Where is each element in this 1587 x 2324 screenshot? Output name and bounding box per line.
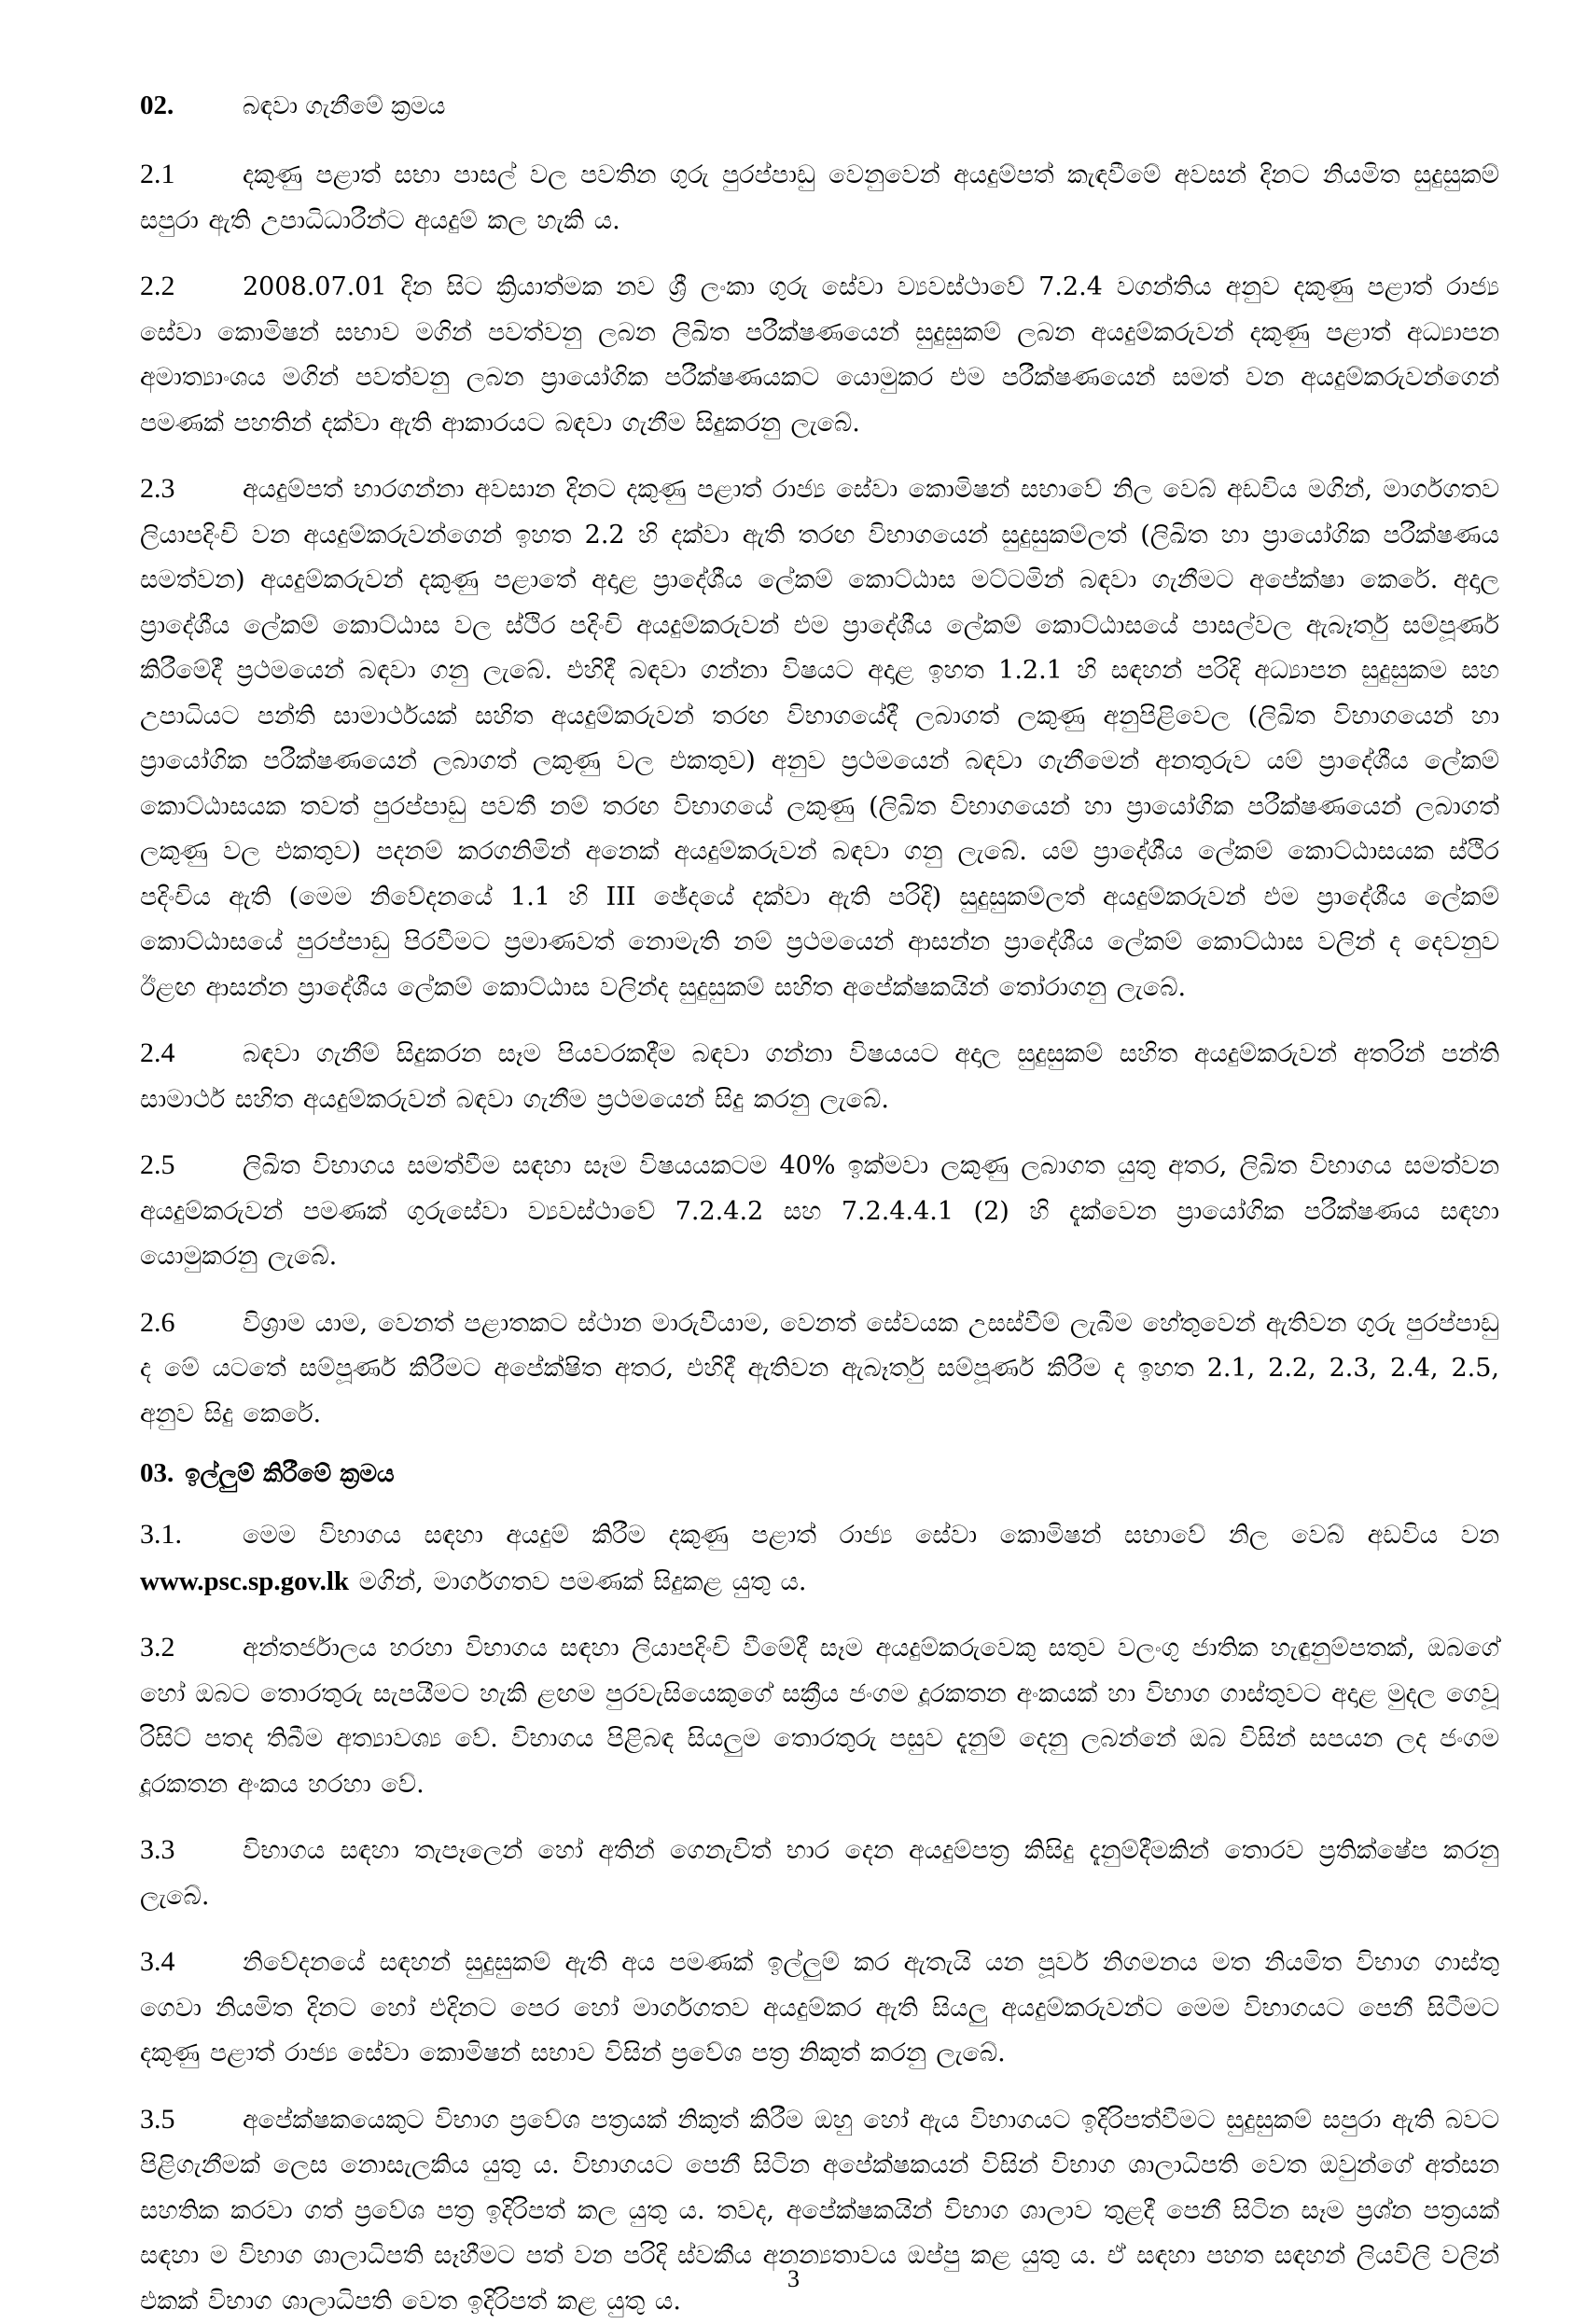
paragraph-text: විශ්‍රාම යාම, වෙනත් පළාතකට ස්ථාන මාරුවීයාම, වෙනත් සේවයක උසස්වීම් ලැබීම හේතුවෙන් ඇතිවන ගුරු පුරප්පාඩු ද මේ යටතේ සම්පූර්ණ කිරීමට අපේක්ෂිත අතර, එහිදී ඇතිවන ඇබෑර්තු සම්පූර්ණ කිරීම ද ඉහත 2.1, 2.2, 2.3, 2.4, 2.5, අනුව සිදු කෙරේ. — [140, 1309, 1499, 1428]
paragraph-text: මෙම විභාගය සඳහා අයදුම් කිරීම දකුණු පළාත් රාජ්‍ය සේවා කොමිෂන් සභාවේ නිල වෙබ් අඩවිය වන — [243, 1521, 1499, 1550]
paragraph-text: දකුණු පළාත් සභා පාසල් වල පවතින ගුරු පුරප්පාඩු වෙනුවෙන් අයදුම්පත් කැඳවීමේ අවසන් දිනට නියමිත සුදුසුකම් සපුරා ඇති උපාධිධාරීන්ට අයදුම් කල හැකි ය. — [140, 160, 1499, 235]
paragraph-3-4 — [140, 1940, 1499, 2077]
section-3-number: 03. — [140, 1457, 174, 1489]
paragraph-text: බඳවා ගැනීම් සිදුකරන සෑම පියවරකදීම බඳවා ගන්නා විෂයයට අදාල සුදුසුකම් සහිත අයදුම්කරුවන් අතරින් පන්ති සාමාර්ථ සහිත අයදුම්කරුවන් බඳවා ගැනීම ප්‍රථමයෙන් සිදු කරනු ලැබේ. — [140, 1039, 1499, 1114]
paragraph-number: 3.5 — [140, 2097, 243, 2143]
paragraph-text: විභාගය සඳහා තැපෑලෙන් හෝ අතින් ගෙනැවිත් භාර දෙන අයදුම්පත්‍ර කිසිදු දැනුම්දීමකින් තොරව ප්‍රතික්ෂේප කරනු ලැබේ. — [140, 1836, 1499, 1911]
paragraph-text: අන්තර්ජාලය හරහා විභාගය සඳහා ලියාපදිංචි වීමේදී සෑම අයදුම්කරුවෙකු සතුව වලංගු ජාතික හැඳුනුම්පතක්, ඔබගේ හෝ ඔබට තොරතුරු සැපයීමට හැකි ළඟම පුරවැසියෙකුගේ සක්‍රීය ජංගම දූරකතන අංකයක් හා විභාග ගාස්තුවට අදාළ මුදල ගෙවූ රිසිට් පතද තිබීම අත්‍යාවශ්‍ය වේ. විභාගය පිළිබඳ සියලුම තොරතුරු පසුව දැනුම් දෙනු ලබන්නේ ඔබ විසින් සපයන ලද ජංගම දූරකතන අංකය හරහා වේ. — [140, 1634, 1499, 1799]
paragraph-number: 2.6 — [140, 1301, 243, 1346]
paragraph-number: 2.1 — [140, 152, 243, 198]
paragraph-3-3 — [140, 1828, 1499, 1919]
paragraph-text: ලිඛිත විභාගය සමත්වීම සඳහා සෑම විෂයයකටම 40% ඉක්මවා ලකුණු ලබාගත යුතු අතර, ලිඛිත විභාගය සමත්වන අයදුම්කරුවන් පමණක් ගුරුසේවා ව්‍යවස්ථාවේ 7.2.4.2 සහ 7.2.4.4.1 (2) හි දැක්වෙන ප්‍රායෝගික පරීක්ෂණය සඳහා යොමුකරනු ලැබේ. — [140, 1151, 1499, 1271]
psc-website-link[interactable]: www.psc.sp.gov.lk — [140, 1566, 349, 1596]
paragraph-2-4 — [140, 1031, 1499, 1122]
paragraph-number: 3.2 — [140, 1625, 243, 1671]
paragraph-text: 2008.07.01 දින සිට ක්‍රියාත්මක නව ශ්‍රී ලංකා ගුරු සේවා ව්‍යවස්ථාවේ 7.2.4 වගන්තිය අනුව දකුණු පළාත් රාජ්‍ය සේවා කොමිෂන් සභාව මගින් පවත්වනු ලබන ලිඛිත පරීක්ෂණයෙන් සුදුසුකම් ලබන අයදුම්කරුවන් දකුණු පළාත් අධ්‍යාපන අමාත්‍යාංශය මගින් පවත්වනු ලබන ප්‍රායෝගික පරීක්ෂණයකට යොමුකර එම පරීක්ෂණයෙන් සමත් වන අයදුම්කරුවන්ගෙන් පමණක් පහතින් දක්වා ඇති ආකාරයට බඳවා ගැනීම සිදුකරනු ලැබේ. — [140, 272, 1499, 438]
paragraph-text: අයදුම්පත් භාරගන්නා අවසාන දිනට දකුණු පළාත් රාජ්‍ය සේවා කොමිෂන් සභාවේ නිල වෙබ් අඩවිය මගින්, මාර්ගගතව ලියාපදිංචි වන අයදුම්කරුවන්ගෙන් ඉහත 2.2 හි දක්වා ඇති තරඟ විභාගයෙන් සුදුසුකම්ලත් (ලිඛිත හා ප්‍රායෝගික පරීක්ෂණය සමත්වන) අයදුම්කරුවන් දකුණු පළාතේ අදාළ ප්‍රාදේශීය ලේකම් කොට්ඨාස මට්ටමින් බඳවා ගැනීමට අපේක්ෂා කෙරේ. අදාල ප්‍රාදේශීය ලේකම් කොට්ඨාස වල ස්ථිර පදිංචි අයදුම්කරුවන් එම ප්‍රාදේශීය ලේකම් කොට්ඨාසයේ පාසල්වල ඇබෑර්තු සම්පූර්ණ කිරීමේදී ප්‍රථමයෙන් බඳවා ගනු ලැබේ. එහිදී බඳවා ගන්නා විෂයට අදාළ ඉහත 1.2.1 හි සඳහන් පරිදි අධ්‍යාපන සුදුසුකම සහ උපාධියට පන්ති සාමාර්ථයක් සහිත අයදුම්කරුවන් තරඟ විභාගයේදී ලබාගත් ලකුණු අනුපිළිවෙල (ලිඛිත විභාගයෙන් හා ප්‍රායෝගික පරීක්ෂණයෙන් ලබාගත් ලකුණු වල එකතුව) අනුව ප්‍රථමයෙන් බඳවා ගැනීමෙන් අනතුරුව යම් ප්‍රාදේශීය ලේකම් කොට්ඨාසයක තවත් පුරප්පාඩු පවතී නම් තරඟ විභාගයේ ලකුණු (ලිඛිත විභාගයෙන් හා ප්‍රායෝගික පරීක්ෂණයෙන් ලබාගත් ලකුණු වල එකතුව) පදනම් කරගනිමින් අනෙක් අයදුම්කරුවන් බඳවා ගනු ලැබේ. යම් ප්‍රාදේශීය ලේකම් කොට්ඨාසයක ස්ථිර පදිංචිය ඇති (මෙම නිවේදනයේ 1.1 හි III ඡේදයේ දක්වා ඇති පරිදි) සුදුසුකම්ලත් අයදුම්කරුවන් එම ප්‍රාදේශීය ලේකම් කොට්ඨාසයේ පුරප්පාඩු පිරවීමට ප්‍රමාණවත් නොමැති නම් ප්‍රථමයෙන් ආසන්න ප්‍රාදේශීය ලේකම් කොට්ඨාස වලින් ද දෙවනුව ඊළඟ ආසන්න ප්‍රාදේශීය ලේකම් කොට්ඨාස වලින්ද සුදුසුකම් සහිත අපේක්ෂකයින් තෝරාගනු ලැබේ. — [140, 475, 1499, 1002]
paragraph-2-1 — [140, 152, 1499, 244]
paragraph-text: නිවේදනයේ සඳහන් සුදුසුකම් ඇති අය පමණක් ඉල්ලුම් කර ඇතැයි යන පූර්ව නිගමනය මත නියමිත විභාග ගාස්තු ගෙවා නියමිත දිනට හෝ එදිනට පෙර හෝ මාර්ගගතව අයදුම්කර ඇති සියලු අයදුම්කරුවන්ට මෙම විභාගයට පෙනී සිටීමට දකුණු පළාත් රාජ්‍ය සේවා කොමිෂන් සභාව විසින් ප්‍රවේශ පත්‍ර නිකුත් කරනු ලැබේ. — [140, 1948, 1499, 2067]
paragraph-2-2 — [140, 264, 1499, 446]
paragraph-number: 3.4 — [140, 1940, 243, 1985]
paragraph-3-2 — [140, 1625, 1499, 1807]
paragraph-3-1 — [140, 1512, 1499, 1605]
paragraph-number: 2.3 — [140, 466, 243, 512]
paragraph-number: 3.3 — [140, 1828, 243, 1873]
paragraph-2-6 — [140, 1301, 1499, 1438]
section-3-title: ඉල්ලුම් කිරීමේ ක්‍රමය — [185, 1458, 394, 1490]
section-3-heading — [140, 1457, 1499, 1490]
section-2-number: 02. — [140, 90, 243, 121]
page-number: 3 — [0, 2265, 1587, 2293]
paragraph-number: 2.5 — [140, 1143, 243, 1189]
paragraph-2-3 — [140, 466, 1499, 1010]
paragraph-number: 2.2 — [140, 264, 243, 310]
paragraph-text: අපේක්ෂකයෙකුට විභාග ප්‍රවේශ පත්‍රයක් නිකුත් කිරීම ඔහු හෝ ඇය විභාගයට ඉදිරිපත්වීමට සුදුසුකම් සපුරා ඇති බවට පිළිගැනීමක් ලෙස නොසැලකිය යුතු ය. විභාගයට පෙනී සිටින අපේක්ෂකයන් විසින් විභාග ශාලාධිපති වෙත ඔවුන්ගේ අත්සන සහතික කරවා ගත් ප්‍රවේශ පත්‍ර ඉදිරිපත් කල යුතු ය. තවද, අපේක්ෂකයින් විභාග ශාලාව තුළදී පෙනී සිටින සෑම ප්‍රශ්න පත්‍රයක් සඳහා ම විභාග ශාලාධිපති සෑහීමට පත් වන පරිදි ස්වකීය අනන්‍යතාවය ඔප්පු කළ යුතු ය. ඒ සඳහා පහත සඳහන් ලියවිලි වලින් එකක් විභාග ශාලාධිපති වෙත ඉදිරිපත් කළ යුතු ය. — [140, 2106, 1499, 2316]
section-2-heading — [140, 90, 1499, 122]
paragraph-text: මගින්, මාර්ගගතව පමණක් සිදුකළ යුතු ය. — [349, 1567, 806, 1596]
section-2-title: බඳවා ගැනීමේ ක්‍රමය — [243, 90, 445, 122]
paragraph-number: 2.4 — [140, 1031, 243, 1077]
paragraph-number: 3.1. — [140, 1512, 243, 1558]
paragraph-2-5 — [140, 1143, 1499, 1280]
